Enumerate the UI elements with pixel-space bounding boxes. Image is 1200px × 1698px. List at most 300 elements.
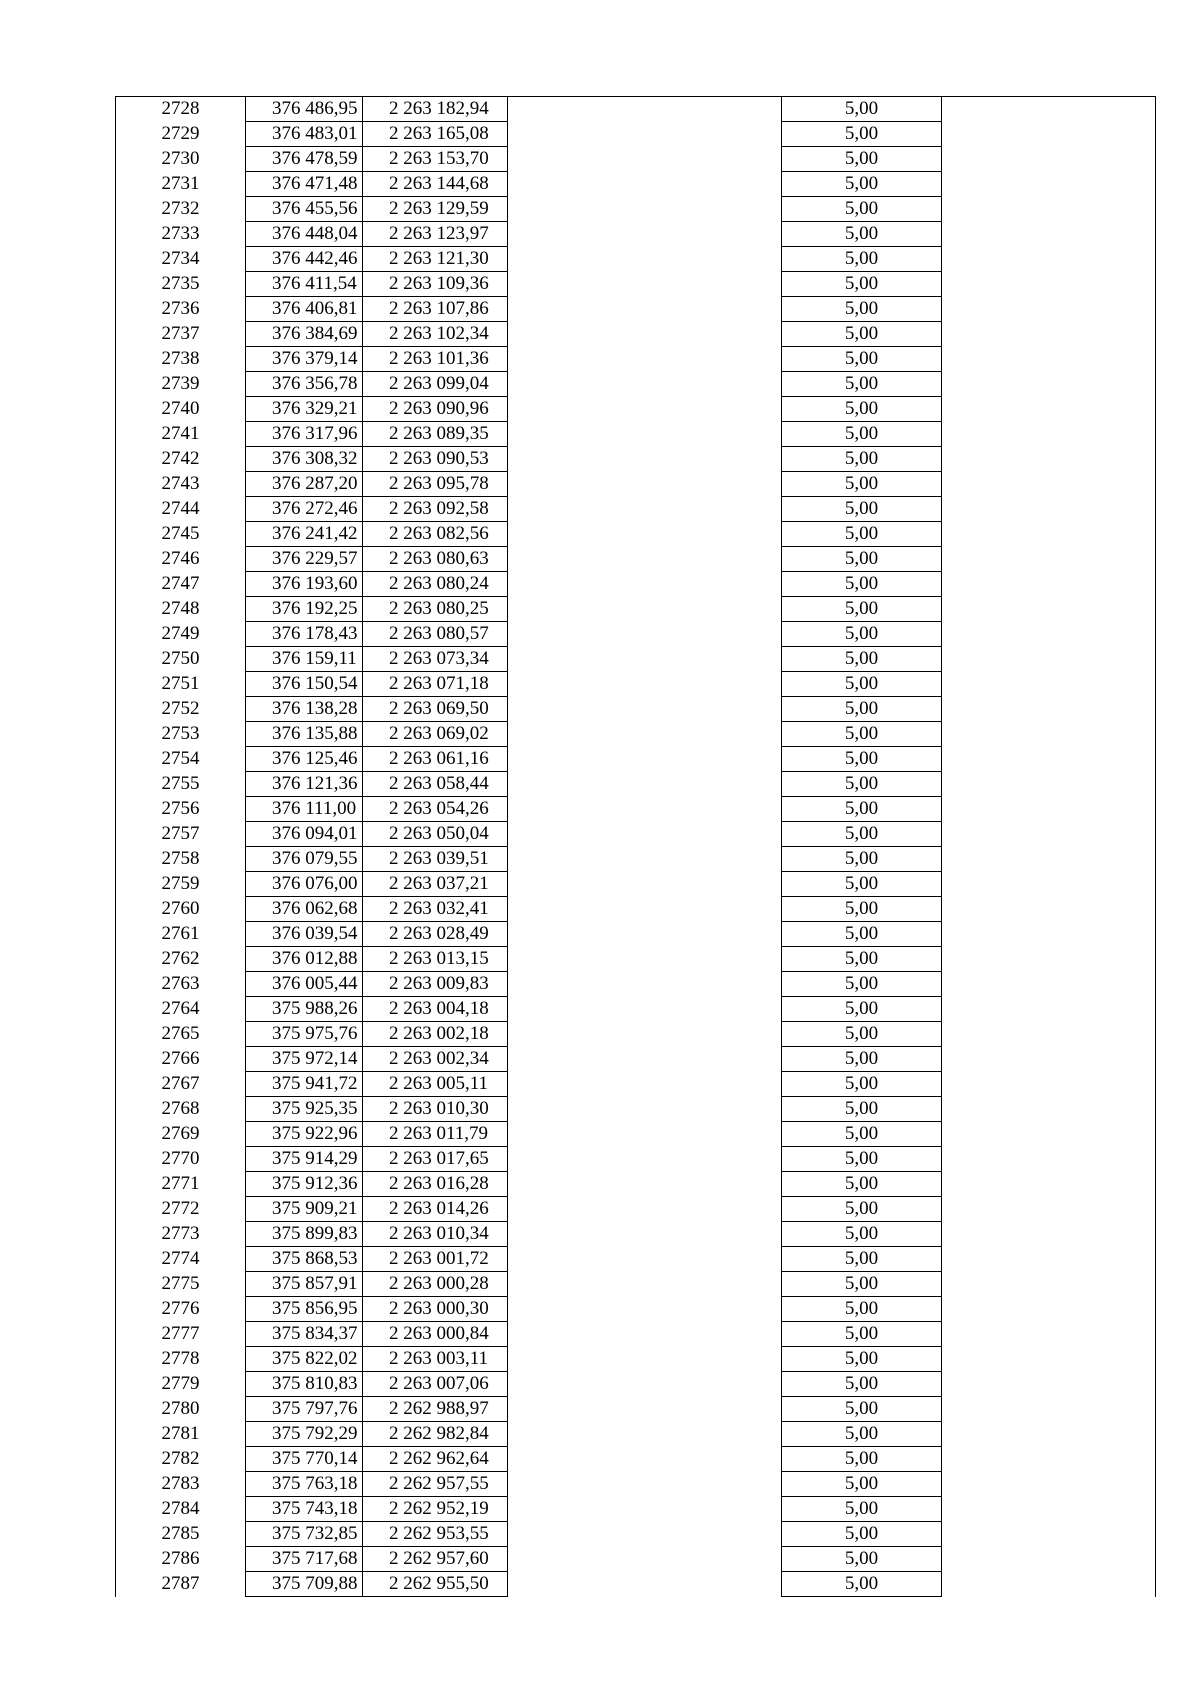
precision-cell: 5,00 [782,1372,942,1397]
x-coordinate-cell: 376 229,57 [246,547,363,572]
empty-cell [942,747,1156,772]
empty-cell [508,1497,782,1522]
precision-cell: 5,00 [782,497,942,522]
y-coordinate-cell: 2 263 080,25 [363,597,508,622]
x-coordinate-cell: 376 329,21 [246,397,363,422]
point-number-cell: 2746 [161,548,200,569]
empty-cell [508,472,782,497]
x-coordinate-cell: 375 717,68 [246,1547,363,1572]
x-coordinate-cell: 376 192,25 [246,597,363,622]
empty-cell [508,122,782,147]
empty-cell [942,372,1156,397]
empty-cell [942,597,1156,622]
empty-cell [942,247,1156,272]
point-number-cell: 2765 [161,1023,200,1044]
table-row [116,872,1156,897]
precision-cell: 5,00 [782,597,942,622]
precision-cell: 5,00 [782,1347,942,1372]
empty-cell [508,1572,782,1597]
point-number-cell: 2781 [161,1423,200,1444]
x-coordinate-cell: 375 856,95 [246,1297,363,1322]
point-number-cell: 2768 [161,1098,200,1119]
empty-cell [508,772,782,797]
empty-cell [508,622,782,647]
empty-cell [508,1122,782,1147]
empty-cell [508,972,782,997]
empty-cell [942,1397,1156,1422]
x-coordinate-cell: 376 039,54 [246,922,363,947]
empty-cell [942,922,1156,947]
point-number-cell: 2731 [161,173,200,194]
empty-cell [942,972,1156,997]
x-coordinate-cell: 375 941,72 [246,1072,363,1097]
empty-cell [942,1497,1156,1522]
x-coordinate-cell: 375 770,14 [246,1447,363,1472]
empty-cell [508,922,782,947]
empty-cell [942,1572,1156,1597]
precision-cell: 5,00 [782,1522,942,1547]
table-row [116,1297,1156,1322]
table-row [116,297,1156,322]
y-coordinate-cell: 2 263 028,49 [363,922,508,947]
point-number-cell: 2774 [161,1248,200,1269]
point-number-cell: 2761 [161,923,200,944]
x-coordinate-cell: 376 442,46 [246,247,363,272]
x-coordinate-cell: 376 150,54 [246,672,363,697]
x-coordinate-cell: 375 988,26 [246,997,363,1022]
x-coordinate-cell: 376 379,14 [246,347,363,372]
table-row [116,1097,1156,1122]
point-number-cell: 2769 [161,1123,200,1144]
empty-cell [508,1397,782,1422]
precision-cell: 5,00 [782,222,942,247]
table-row [116,1397,1156,1422]
precision-cell: 5,00 [782,622,942,647]
empty-cell [508,522,782,547]
empty-cell [942,1422,1156,1447]
x-coordinate-cell: 376 406,81 [246,297,363,322]
empty-cell [508,697,782,722]
precision-cell: 5,00 [782,1297,942,1322]
y-coordinate-cell: 2 263 058,44 [363,772,508,797]
precision-cell: 5,00 [782,947,942,972]
y-coordinate-cell: 2 263 037,21 [363,872,508,897]
empty-cell [508,372,782,397]
empty-cell [508,1097,782,1122]
empty-cell [942,447,1156,472]
table-row [116,822,1156,847]
empty-cell [942,697,1156,722]
empty-cell [942,822,1156,847]
x-coordinate-cell: 375 732,85 [246,1522,363,1547]
empty-cell [508,597,782,622]
empty-cell [508,647,782,672]
y-coordinate-cell: 2 263 000,30 [363,1297,508,1322]
empty-cell [942,947,1156,972]
table-row [116,1497,1156,1522]
point-number-cell: 2743 [161,473,200,494]
table-row [116,222,1156,247]
empty-cell [942,172,1156,197]
empty-cell [508,422,782,447]
point-number-cell: 2732 [161,198,200,219]
table-row [116,1572,1156,1597]
point-number-cell: 2754 [161,748,200,769]
x-coordinate-cell: 375 899,83 [246,1222,363,1247]
y-coordinate-cell: 2 263 005,11 [363,1072,508,1097]
empty-cell [942,647,1156,672]
coordinates-table-body [116,97,1156,1597]
table-row [116,372,1156,397]
precision-cell: 5,00 [782,1447,942,1472]
x-coordinate-cell: 376 111,00 [246,797,363,822]
table-row [116,672,1156,697]
empty-cell [942,272,1156,297]
table-row [116,647,1156,672]
x-coordinate-cell: 376 125,46 [246,747,363,772]
point-number-cell: 2758 [161,848,200,869]
point-number-cell: 2783 [161,1473,200,1494]
table-row [116,1247,1156,1272]
y-coordinate-cell: 2 263 032,41 [363,897,508,922]
x-coordinate-cell: 376 471,48 [246,172,363,197]
precision-cell: 5,00 [782,347,942,372]
point-number-cell: 2755 [161,773,200,794]
x-coordinate-cell: 375 868,53 [246,1247,363,1272]
empty-cell [942,522,1156,547]
empty-cell [508,272,782,297]
point-number-cell: 2771 [161,1173,200,1194]
point-number-cell: 2772 [161,1198,200,1219]
y-coordinate-cell: 2 263 001,72 [363,1247,508,1272]
table-row [116,1322,1156,1347]
x-coordinate-cell: 376 308,32 [246,447,363,472]
y-coordinate-cell: 2 263 073,34 [363,647,508,672]
x-coordinate-cell: 375 909,21 [246,1197,363,1222]
empty-cell [942,97,1156,122]
x-coordinate-cell: 376 384,69 [246,322,363,347]
table-row [116,722,1156,747]
empty-cell [508,172,782,197]
y-coordinate-cell: 2 262 957,60 [363,1547,508,1572]
point-number-cell: 2787 [161,1573,200,1594]
point-number-cell: 2733 [161,223,200,244]
empty-cell [942,1447,1156,1472]
point-number-cell: 2744 [161,498,200,519]
x-coordinate-cell: 376 483,01 [246,122,363,147]
x-coordinate-cell: 376 241,42 [246,522,363,547]
empty-cell [942,572,1156,597]
empty-cell [942,1522,1156,1547]
empty-cell [942,1122,1156,1147]
y-coordinate-cell: 2 263 099,04 [363,372,508,397]
y-coordinate-cell: 2 263 003,11 [363,1347,508,1372]
y-coordinate-cell: 2 263 039,51 [363,847,508,872]
empty-cell [942,847,1156,872]
point-number-cell: 2759 [161,873,200,894]
y-coordinate-cell: 2 263 129,59 [363,197,508,222]
x-coordinate-cell: 375 857,91 [246,1272,363,1297]
empty-cell [508,347,782,372]
precision-cell: 5,00 [782,572,942,597]
y-coordinate-cell: 2 263 004,18 [363,997,508,1022]
empty-cell [508,297,782,322]
x-coordinate-cell: 375 763,18 [246,1472,363,1497]
y-coordinate-cell: 2 263 095,78 [363,472,508,497]
empty-cell [942,1297,1156,1322]
empty-cell [942,322,1156,347]
table-row [116,1147,1156,1172]
point-number-cell: 2786 [161,1548,200,1569]
table-row [116,1447,1156,1472]
y-coordinate-cell: 2 263 107,86 [363,297,508,322]
empty-cell [508,822,782,847]
empty-cell [942,347,1156,372]
table-row [116,1422,1156,1447]
y-coordinate-cell: 2 263 121,30 [363,247,508,272]
table-row [116,1022,1156,1047]
y-coordinate-cell: 2 263 014,26 [363,1197,508,1222]
y-coordinate-cell: 2 263 069,50 [363,697,508,722]
empty-cell [508,1322,782,1347]
table-row [116,322,1156,347]
table-row [116,572,1156,597]
empty-cell [508,672,782,697]
precision-cell: 5,00 [782,1072,942,1097]
point-number-cell: 2764 [161,998,200,1019]
empty-cell [942,1097,1156,1122]
y-coordinate-cell: 2 263 054,26 [363,797,508,822]
x-coordinate-cell: 375 743,18 [246,1497,363,1522]
precision-cell: 5,00 [782,1497,942,1522]
empty-cell [508,572,782,597]
precision-cell: 5,00 [782,1397,942,1422]
point-number-cell: 2752 [161,698,200,719]
point-number-cell: 2780 [161,1398,200,1419]
empty-cell [508,1372,782,1397]
empty-cell [508,897,782,922]
y-coordinate-cell: 2 263 089,35 [363,422,508,447]
y-coordinate-cell: 2 263 092,58 [363,497,508,522]
table-row [116,847,1156,872]
x-coordinate-cell: 376 486,95 [246,97,363,122]
x-coordinate-cell: 376 135,88 [246,722,363,747]
precision-cell: 5,00 [782,1222,942,1247]
y-coordinate-cell: 2 263 123,97 [363,222,508,247]
y-coordinate-cell: 2 263 016,28 [363,1172,508,1197]
table-row [116,347,1156,372]
precision-cell: 5,00 [782,697,942,722]
empty-cell [942,547,1156,572]
table-row [116,497,1156,522]
empty-cell [508,247,782,272]
y-coordinate-cell: 2 263 009,83 [363,972,508,997]
point-number-cell: 2757 [161,823,200,844]
y-coordinate-cell: 2 263 010,30 [363,1097,508,1122]
point-number-cell: 2741 [161,423,200,444]
table-row [116,547,1156,572]
table-row [116,797,1156,822]
empty-cell [508,197,782,222]
x-coordinate-cell: 376 287,20 [246,472,363,497]
x-coordinate-cell: 375 972,14 [246,1047,363,1072]
empty-cell [942,872,1156,897]
table-row [116,1122,1156,1147]
table-row [116,397,1156,422]
empty-cell [942,1022,1156,1047]
empty-cell [508,997,782,1022]
table-row [116,522,1156,547]
point-number-cell: 2782 [161,1448,200,1469]
point-number-cell: 2779 [161,1373,200,1394]
y-coordinate-cell: 2 263 000,84 [363,1322,508,1347]
x-coordinate-cell: 376 193,60 [246,572,363,597]
precision-cell: 5,00 [782,547,942,572]
precision-cell: 5,00 [782,822,942,847]
empty-cell [508,1272,782,1297]
y-coordinate-cell: 2 262 953,55 [363,1522,508,1547]
y-coordinate-cell: 2 263 002,34 [363,1047,508,1072]
empty-cell [942,1047,1156,1072]
empty-cell [508,722,782,747]
empty-cell [508,1222,782,1247]
y-coordinate-cell: 2 262 988,97 [363,1397,508,1422]
y-coordinate-cell: 2 262 962,64 [363,1447,508,1472]
x-coordinate-cell: 376 411,54 [246,272,363,297]
precision-cell: 5,00 [782,197,942,222]
y-coordinate-cell: 2 263 090,53 [363,447,508,472]
empty-cell [942,722,1156,747]
empty-cell [942,1347,1156,1372]
x-coordinate-cell: 376 076,00 [246,872,363,897]
empty-cell [508,222,782,247]
x-coordinate-cell: 376 138,28 [246,697,363,722]
y-coordinate-cell: 2 263 080,57 [363,622,508,647]
empty-cell [942,997,1156,1022]
empty-cell [942,1247,1156,1272]
precision-cell: 5,00 [782,897,942,922]
empty-cell [508,1247,782,1272]
empty-cell [942,397,1156,422]
y-coordinate-cell: 2 263 082,56 [363,522,508,547]
empty-cell [942,1072,1156,1097]
empty-cell [508,1347,782,1372]
point-number-cell: 2734 [161,248,200,269]
empty-cell [942,1222,1156,1247]
table-row [116,1547,1156,1572]
x-coordinate-cell: 375 797,76 [246,1397,363,1422]
point-number-cell: 2737 [161,323,200,344]
table-row [116,197,1156,222]
y-coordinate-cell: 2 263 050,04 [363,822,508,847]
precision-cell: 5,00 [782,1172,942,1197]
x-coordinate-cell: 376 159,11 [246,647,363,672]
precision-cell: 5,00 [782,1547,942,1572]
empty-cell [942,797,1156,822]
table-row [116,1172,1156,1197]
table-row [116,147,1156,172]
y-coordinate-cell: 2 263 002,18 [363,1022,508,1047]
precision-cell: 5,00 [782,122,942,147]
empty-cell [508,397,782,422]
table-row [116,97,1156,122]
empty-cell [942,472,1156,497]
table-row [116,1047,1156,1072]
y-coordinate-cell: 2 263 010,34 [363,1222,508,1247]
point-number-cell: 2738 [161,348,200,369]
empty-cell [942,1547,1156,1572]
empty-cell [942,1372,1156,1397]
point-number-cell: 2730 [161,148,200,169]
x-coordinate-cell: 375 810,83 [246,1372,363,1397]
empty-cell [508,1047,782,1072]
empty-cell [508,1172,782,1197]
empty-cell [942,422,1156,447]
y-coordinate-cell: 2 263 080,63 [363,547,508,572]
table-row [116,1372,1156,1397]
precision-cell: 5,00 [782,1322,942,1347]
table-row [116,1472,1156,1497]
y-coordinate-cell: 2 263 144,68 [363,172,508,197]
table-row [116,697,1156,722]
empty-cell [942,772,1156,797]
precision-cell: 5,00 [782,672,942,697]
empty-cell [508,147,782,172]
empty-cell [508,1297,782,1322]
precision-cell: 5,00 [782,97,942,122]
empty-cell [508,747,782,772]
precision-cell: 5,00 [782,997,942,1022]
precision-cell: 5,00 [782,447,942,472]
x-coordinate-cell: 376 079,55 [246,847,363,872]
x-coordinate-cell: 376 455,56 [246,197,363,222]
table-row [116,1197,1156,1222]
table-row [116,1072,1156,1097]
point-number-cell: 2767 [161,1073,200,1094]
precision-cell: 5,00 [782,297,942,322]
empty-cell [942,897,1156,922]
x-coordinate-cell: 375 925,35 [246,1097,363,1122]
point-number-cell: 2784 [161,1498,200,1519]
empty-cell [508,1547,782,1572]
y-coordinate-cell: 2 263 102,34 [363,322,508,347]
empty-cell [942,1322,1156,1347]
point-number-cell: 2770 [161,1148,200,1169]
y-coordinate-cell: 2 263 153,70 [363,147,508,172]
y-coordinate-cell: 2 262 982,84 [363,1422,508,1447]
point-number-cell: 2753 [161,723,200,744]
point-number-cell: 2775 [161,1273,200,1294]
precision-cell: 5,00 [782,472,942,497]
precision-cell: 5,00 [782,1272,942,1297]
x-coordinate-cell: 375 914,29 [246,1147,363,1172]
precision-cell: 5,00 [782,1122,942,1147]
table-row [116,247,1156,272]
table-row [116,597,1156,622]
point-number-cell: 2773 [161,1223,200,1244]
empty-cell [508,1072,782,1097]
point-number-cell: 2736 [161,298,200,319]
x-coordinate-cell: 376 478,59 [246,147,363,172]
precision-cell: 5,00 [782,722,942,747]
empty-cell [942,672,1156,697]
precision-cell: 5,00 [782,972,942,997]
y-coordinate-cell: 2 263 101,36 [363,347,508,372]
table-row [116,997,1156,1022]
table-row [116,1347,1156,1372]
empty-cell [508,1147,782,1172]
y-coordinate-cell: 2 263 069,02 [363,722,508,747]
